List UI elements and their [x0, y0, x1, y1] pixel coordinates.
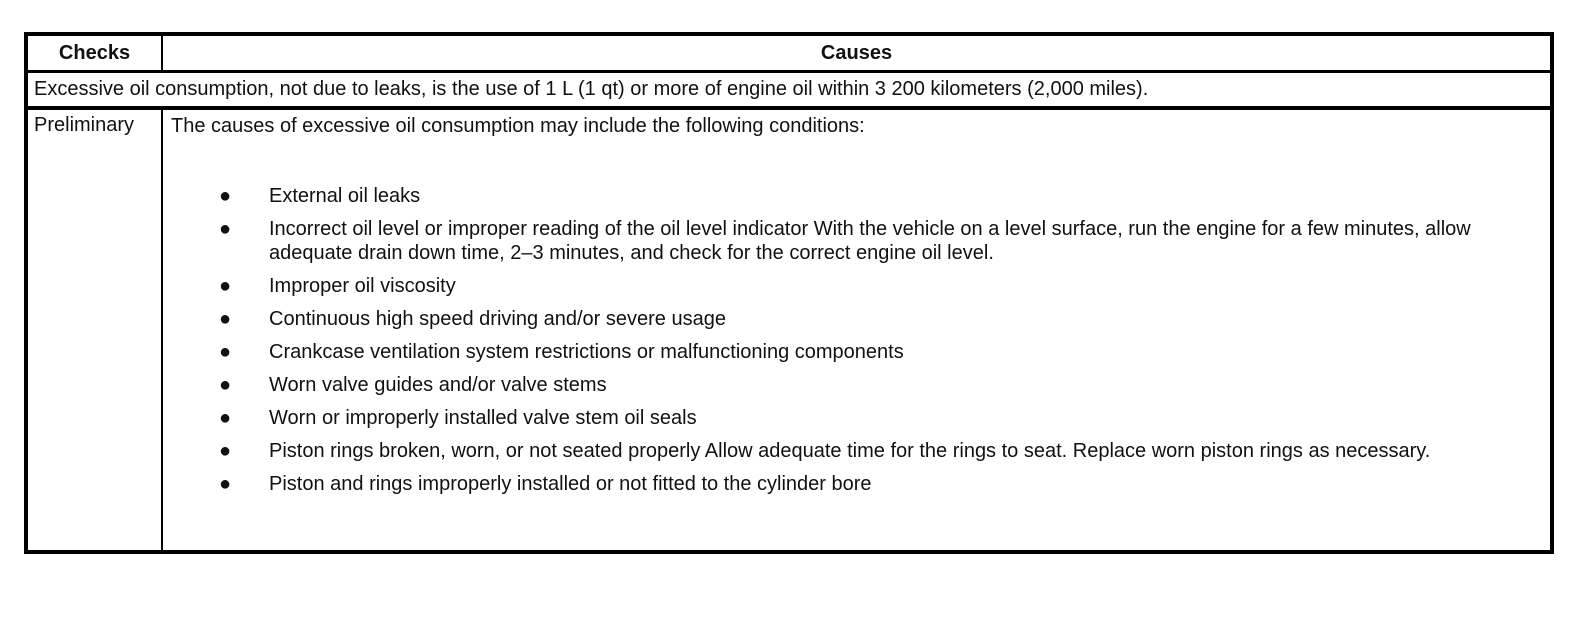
list-item: [171, 439, 1510, 463]
list-item: [171, 274, 1510, 298]
list-item-text: Worn or improperly installed valve stem oil seals: [269, 407, 697, 429]
summary-text: Excessive oil consumption, not due to leaks, is the use of 1 L (1 qt) or more of engine oil within 3 200 kilometers (2,000 miles).: [26, 72, 1552, 109]
list-item-text: External oil leaks: [269, 185, 421, 207]
causes-header: Causes: [162, 34, 1552, 72]
list-item: [171, 340, 1510, 364]
list-item: [171, 406, 1510, 430]
bullet-icon: ●: [219, 275, 232, 297]
bullet-icon: ●: [219, 374, 232, 396]
check-step: Preliminary: [26, 108, 162, 552]
cause-list: [171, 184, 1550, 496]
causes-cell: [162, 108, 1552, 552]
list-item: [171, 184, 1510, 208]
header-row: [26, 34, 1552, 72]
diagnostic-table: [24, 32, 1554, 554]
bullet-icon: ●: [219, 341, 232, 363]
causes-intro: The causes of excessive oil consumption may include the following conditions:: [171, 115, 865, 137]
bullet-icon: ●: [219, 308, 232, 330]
list-item-text: Incorrect oil level or improper reading of the oil level indicator With the vehicle on a level surface, run the engine for a few minutes, allow adequate drain down time, 2–3 minutes, and check for the correct engine oil level.: [269, 218, 1471, 264]
list-item: [171, 217, 1510, 265]
list-item: [171, 307, 1510, 331]
list-item-text: Piston rings broken, worn, or not seated properly Allow adequate time for the rings to seat. Replace worn piston rings as necessary.: [269, 440, 1431, 462]
summary-row: [26, 72, 1552, 109]
bullet-icon: ●: [219, 407, 232, 429]
bullet-icon: ●: [219, 185, 232, 207]
list-item-text: Improper oil viscosity: [269, 275, 456, 297]
list-item-text: Crankcase ventilation system restrictions or malfunctioning components: [269, 341, 904, 363]
bullet-icon: ●: [219, 440, 232, 462]
bullet-icon: ●: [219, 218, 232, 240]
list-item-text: Piston and rings improperly installed or not fitted to the cylinder bore: [269, 473, 872, 495]
list-item-text: Worn valve guides and/or valve stems: [269, 374, 607, 396]
list-item: [171, 373, 1510, 397]
table-row: [26, 108, 1552, 552]
checks-header: Checks: [26, 34, 162, 72]
bullet-icon: ●: [219, 473, 232, 495]
list-item-text: Continuous high speed driving and/or severe usage: [269, 308, 726, 330]
list-item: [171, 472, 1510, 496]
